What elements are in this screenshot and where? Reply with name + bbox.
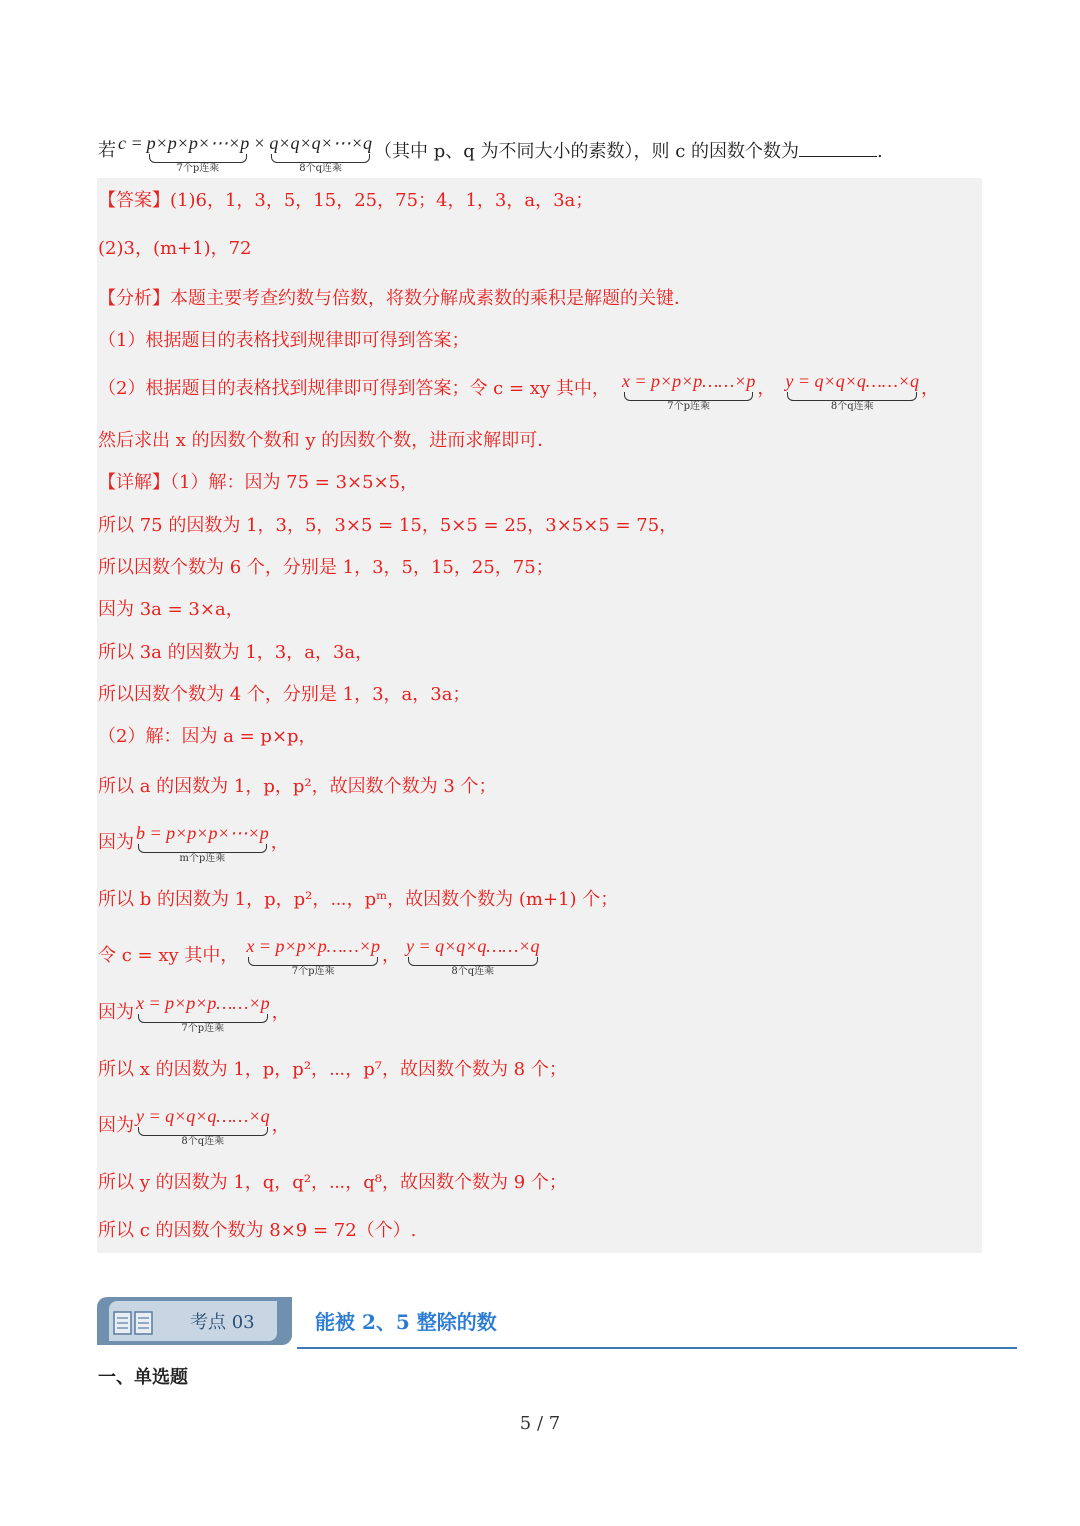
answer-blank xyxy=(799,140,877,157)
detail-line-10: 所以 b 的因数为 1，p，p²，⋯，pᵐ，故因数个数为 (m+1) 个； xyxy=(98,889,619,910)
detail-line-1: 【详解】（1）解：因为 75 = 3×5×5， xyxy=(98,472,419,493)
analysis-step-1: （1）根据题目的表格找到规律即可得到答案； xyxy=(98,330,470,351)
detail-line-2: 所以 75 的因数为 1，3，5，3×5 = 15，5×5 = 25，3×5×5 = 75， xyxy=(98,515,678,536)
answer-line-2 xyxy=(98,238,252,260)
detail-line-5: 所以 3a 的因数为 1，3，a，3a， xyxy=(98,642,374,663)
b-product: b = p×p×p×⋯×p m个p连乘 xyxy=(136,823,269,864)
analysis-intro: 【分析】本题主要考查约数与倍数，将数分解成素数的乘积是解题的关键． xyxy=(98,288,692,309)
answer-label: 【答案】 xyxy=(98,190,170,211)
analysis-x-product: x = p×p×p……×p 7个p连乘 xyxy=(621,371,756,412)
detail-line-15: 所以 y 的因数为 1，q，q²，⋯，q⁸，故因数个数为 9 个； xyxy=(98,1172,567,1193)
c-y-product: y = q×q×q……×q 8个q连乘 xyxy=(405,936,540,977)
detail-line-12: 因为 x = p×p×p……×p 7个p连乘 ， xyxy=(98,993,290,1034)
subheading-single-choice: 一、单选题 xyxy=(98,1367,188,1388)
question-prefix: 若 xyxy=(98,140,116,161)
detail-line-3: 所以因数个数为 6 个，分别是 1，3，5，15，25，75； xyxy=(98,557,554,578)
detail-line-13: 所以 x 的因数为 1，p，p²，⋯，p⁷，故因数个数为 8 个； xyxy=(98,1059,567,1080)
section-divider xyxy=(297,1347,1017,1349)
analysis-label: 【分析】 xyxy=(98,288,170,309)
analysis-y-product: y = q×q×q……×q 8个q连乘 xyxy=(785,371,920,412)
detail-line-14: 因为 y = q×q×q……×q 8个q连乘 ， xyxy=(98,1106,290,1147)
answer-part-1: (1)6，1，3，5，15，25，75；4，1，3，a，3a； xyxy=(170,190,594,211)
c-x-product: x = p×p×p……×p 7个p连乘 xyxy=(246,936,380,977)
answer-part-2: (2)3，(m+1)，72 xyxy=(98,238,252,259)
answer-line-1 xyxy=(98,190,593,212)
analysis-step-2: （2）根据题目的表格找到规律即可得到答案；令 c = xy 其中， x = p×p×p……×p 7个p连乘 ， y = q×q×q……×q 8个q连乘 ， xyxy=(98,371,940,412)
page-number: 5 / 7 xyxy=(519,1413,561,1434)
detail-line-16: 所以 c 的因数个数为 8×9 = 72（个）. xyxy=(98,1220,417,1241)
y-product: y = q×q×q……×q 8个q连乘 xyxy=(136,1106,270,1147)
question-line xyxy=(98,132,883,175)
section-title: 能被 2、5 整除的数 xyxy=(315,1310,497,1334)
detail-line-9: 因为 b = p×p×p×⋯×p m个p连乘 ， xyxy=(98,823,289,864)
question-q-product: q×q×q×⋯×q 8个q连乘 xyxy=(269,133,372,174)
question-end: . xyxy=(877,141,883,162)
question-suffix: （其中 p、q 为不同大小的素数），则 c 的因数个数为 xyxy=(373,141,799,162)
question-p-product: p×p×p×⋯×p 7个p连乘 xyxy=(146,133,250,174)
detail-line-4: 因为 3a = 3×a， xyxy=(98,599,244,620)
analysis-step-3: 然后求出 x 的因数个数和 y 的因数个数，进而求解即可． xyxy=(98,430,556,451)
detail-line-11: 令 c = xy 其中， x = p×p×p……×p 7个p连乘 ， y = q×q×q……×q 8个q连乘 xyxy=(98,936,540,977)
detail-line-6: 所以因数个数为 4 个，分别是 1，3，a，3a； xyxy=(98,684,471,705)
question-times: × xyxy=(253,133,266,153)
detail-line-7: （2）解：因为 a = p×p， xyxy=(98,726,317,747)
detail-line-8: 所以 a 的因数为 1，p，p²，故因数个数为 3 个； xyxy=(98,776,497,797)
question-c-label: c = xyxy=(118,133,143,153)
book-icon xyxy=(113,1310,153,1336)
detail-label: 【详解】 xyxy=(98,472,170,493)
section-label: 考点 03 xyxy=(190,1312,255,1333)
x-product: x = p×p×p……×p 7个p连乘 xyxy=(136,993,270,1034)
